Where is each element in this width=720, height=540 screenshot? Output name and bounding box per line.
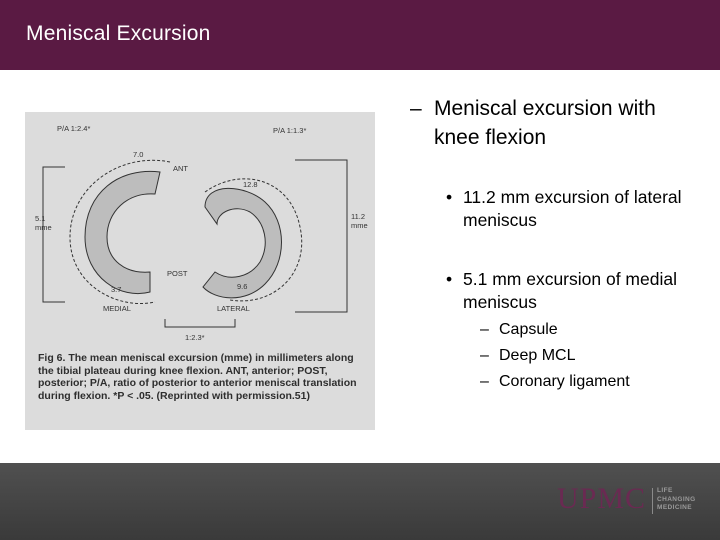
sub-bullet-text: Coronary ligament (499, 373, 630, 390)
logo-wordmark: UPMC (557, 482, 647, 515)
upmc-logo (557, 482, 717, 522)
dash-marker: – (480, 321, 489, 338)
bullet-text: 11.2 mm excursion of lateral meniscus (463, 187, 682, 230)
slide-header (0, 0, 720, 70)
medial-label: MEDIAL (103, 304, 131, 313)
value-12-label: 12.8 (243, 180, 258, 189)
bullet-marker: • (446, 269, 453, 289)
figure-caption: Fig 6. The mean meniscal excursion (mme) in millimeters along the tibial plateau during knee flexion. ANT, anterior; POST, posterior; P/A, ratio of posterior to anterior meniscal translation during flexion. *P < .05. (Reprinted with permission.51) (38, 352, 357, 402)
pa-right-label: P/A 1:1.3* (273, 126, 307, 135)
value-7-label: 7.0 (133, 150, 144, 159)
left-mme-value: 5.1 (35, 214, 46, 223)
value-3-label: 3.7 (111, 285, 122, 294)
sub-bullet-text: Capsule (499, 321, 558, 338)
left-mme-unit: mme (35, 223, 52, 232)
left-bracket (43, 167, 65, 302)
heading-text: Meniscal excursion with knee flexion (434, 97, 656, 149)
meniscus-figure (25, 112, 375, 430)
value-9-label: 9.6 (237, 282, 248, 291)
dash-marker: – (480, 373, 489, 390)
right-mme-value: 11.2 (351, 212, 366, 221)
sub-bullet-text: Deep MCL (499, 347, 576, 364)
ant-label: ANT (173, 164, 188, 173)
medial-meniscus-shape (85, 171, 160, 293)
bullet-marker: • (446, 187, 453, 207)
tagline-line: MEDICINE (657, 504, 692, 511)
tagline-line: LIFE (657, 487, 673, 494)
dash-marker: – (480, 347, 489, 364)
logo-divider (652, 488, 653, 514)
pa-left-label: P/A 1:2.4* (57, 124, 91, 133)
ratio-bottom-label: 1:2.3* (185, 333, 205, 342)
bottom-bracket (165, 319, 235, 327)
tagline-line: CHANGING (657, 495, 696, 503)
lateral-label: LATERAL (217, 304, 250, 313)
slide-title: Meniscal Excursion (26, 22, 211, 45)
dash-marker: – (410, 97, 422, 120)
post-label: POST (167, 269, 188, 278)
bullet-text: 5.1 mm excursion of medial meniscus (463, 269, 677, 312)
right-bracket (295, 160, 347, 312)
right-mme-unit: mme (351, 221, 368, 230)
logo-tagline (657, 487, 696, 513)
